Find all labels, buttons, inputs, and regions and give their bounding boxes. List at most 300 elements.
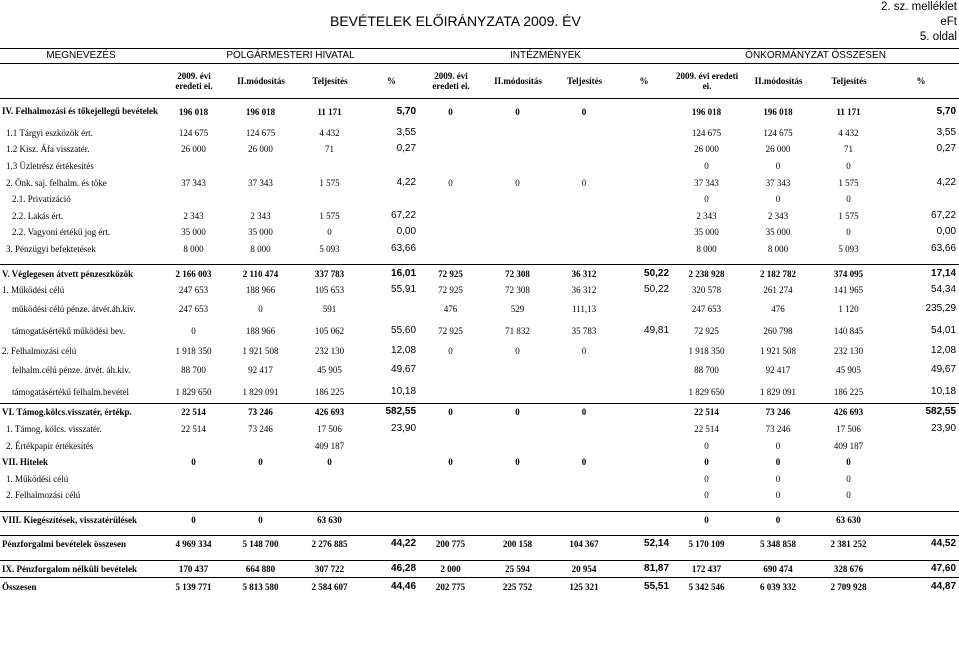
percent-cell: 0,27	[396, 143, 417, 155]
percent-cell: 50,22	[644, 284, 670, 296]
table-row	[0, 265, 959, 282]
value-cell	[815, 257, 883, 265]
value-cell: 1 921 508	[760, 345, 797, 356]
table-row	[0, 437, 959, 454]
table-row	[0, 158, 959, 175]
row-label: VII. Hitelek	[2, 457, 48, 468]
percent-cell	[883, 158, 959, 175]
percent-cell	[616, 224, 672, 241]
value-cell: 1 575	[838, 210, 859, 221]
value-cell	[226, 158, 296, 175]
value-cell: 426 693	[296, 404, 364, 421]
value-cell	[162, 437, 226, 454]
value-cell	[296, 158, 364, 175]
percent-cell: 47,60	[883, 560, 959, 578]
value-cell	[483, 191, 553, 208]
value-cell: 0	[775, 440, 781, 451]
value-cell: 5 139 771	[162, 578, 226, 595]
table-row	[0, 536, 959, 553]
value-cell	[419, 125, 483, 142]
value-cell: 1 829 650	[688, 387, 725, 398]
value-cell: 63 630	[296, 511, 364, 528]
value-cell: 320 578	[691, 285, 722, 296]
page-number: 5. oldal	[919, 31, 957, 43]
table-row	[0, 504, 959, 512]
percent-cell	[364, 454, 419, 471]
percent-cell: 0,00	[936, 226, 957, 238]
value-cell: 2 166 003	[162, 265, 226, 282]
value-cell	[672, 504, 742, 512]
value-cell: 141 965	[833, 285, 864, 296]
value-cell: 0	[846, 490, 851, 501]
value-cell	[226, 191, 296, 208]
value-cell: 374 095	[815, 265, 883, 282]
table-row	[0, 454, 959, 471]
value-cell	[815, 528, 883, 536]
value-cell	[296, 257, 364, 265]
value-cell: 11 171	[836, 106, 861, 117]
value-cell	[419, 224, 483, 241]
value-cell: 71 832	[505, 326, 530, 337]
percent-cell: 12,08	[391, 344, 417, 356]
value-cell: 196 018	[245, 106, 276, 117]
value-cell	[162, 158, 226, 175]
percent-cell: 52,14	[616, 536, 672, 553]
value-cell: 2 343	[767, 210, 789, 221]
header-total: ÖNKORMÁNYZAT ÖSSZESEN	[672, 49, 959, 64]
percent-cell	[364, 487, 419, 504]
subheader-cell: 2009. évi eredeti ei.	[162, 64, 226, 99]
percent-cell: 81,87	[616, 560, 672, 578]
value-cell: 2 343	[183, 210, 204, 221]
value-cell: 4 432	[319, 127, 340, 138]
value-cell	[553, 487, 616, 504]
value-cell: 426 693	[815, 404, 883, 421]
value-cell	[419, 528, 483, 536]
value-cell: 196 018	[178, 106, 209, 117]
table-row	[0, 125, 959, 142]
percent-cell	[364, 511, 419, 528]
percent-cell: 10,18	[931, 386, 957, 398]
percent-cell: 54,34	[931, 284, 957, 296]
percent-cell	[616, 404, 672, 421]
value-cell: 0	[581, 345, 587, 356]
value-cell	[162, 191, 226, 208]
subheader-cell: Teljesítés	[553, 64, 616, 99]
percent-cell	[364, 553, 419, 561]
percent-cell	[616, 125, 672, 142]
value-cell: 17 506	[836, 423, 861, 434]
value-cell: 0	[448, 106, 453, 117]
value-cell: 105 062	[314, 326, 345, 337]
row-label: 1.2 Kisz. Áfa visszatér.	[6, 144, 90, 155]
value-cell	[553, 528, 616, 536]
value-cell	[672, 553, 742, 561]
value-cell	[483, 487, 553, 504]
value-cell: 0	[515, 106, 520, 117]
value-cell: 1 575	[319, 177, 340, 188]
value-cell	[483, 125, 553, 142]
value-cell: 111,13	[572, 304, 597, 315]
row-label: 1. Támog. kölcs. visszatér.	[6, 423, 102, 434]
value-cell: 247 653	[178, 304, 209, 315]
value-cell: 0	[448, 457, 453, 468]
row-label: támogatásértékű felhalm.bevétel	[12, 387, 129, 398]
table-row	[0, 359, 959, 381]
value-cell	[419, 207, 483, 224]
value-cell	[483, 359, 553, 381]
value-cell: 591	[322, 304, 337, 315]
value-cell	[226, 257, 296, 265]
subheader-cell: II.módosítás	[483, 64, 553, 99]
value-cell: 105 653	[314, 285, 345, 296]
value-cell: 0	[581, 457, 587, 468]
value-cell	[483, 224, 553, 241]
percent-cell: 50,22	[616, 265, 672, 282]
percent-cell: 5,70	[936, 105, 957, 117]
value-cell	[296, 504, 364, 512]
value-cell: 0	[327, 457, 332, 468]
value-cell	[296, 470, 364, 487]
subheader-cell: II.módosítás	[226, 64, 296, 99]
value-cell	[419, 437, 483, 454]
value-cell: 0	[846, 473, 851, 484]
value-cell	[553, 207, 616, 224]
value-cell	[419, 553, 483, 561]
value-cell: 1 829 091	[242, 387, 279, 398]
percent-cell: 17,14	[883, 265, 959, 282]
value-cell	[553, 421, 616, 438]
value-cell: 5 348 858	[742, 536, 815, 553]
percent-cell	[616, 342, 672, 359]
value-cell: 0	[258, 457, 263, 468]
value-cell: 26 000	[248, 144, 273, 155]
value-cell: 0	[515, 457, 520, 468]
value-cell: 22 514	[181, 423, 206, 434]
value-cell: 1 829 091	[760, 387, 797, 398]
value-cell	[815, 504, 883, 512]
value-cell: 5 093	[838, 243, 859, 254]
value-cell	[296, 553, 364, 561]
percent-cell	[364, 504, 419, 512]
row-label: 2. Felhalmozási célú	[2, 345, 77, 356]
table-row	[0, 320, 959, 342]
value-cell: 0	[742, 511, 815, 528]
value-cell: 92 417	[765, 365, 791, 376]
value-cell: 5 813 580	[226, 578, 296, 595]
value-cell	[483, 141, 553, 158]
percent-cell: 10,18	[391, 386, 417, 398]
value-cell: 0	[258, 304, 263, 315]
value-cell: 45 905	[836, 365, 861, 376]
value-cell: 186 225	[314, 387, 345, 398]
value-cell	[419, 241, 483, 258]
value-cell: 2 182 782	[742, 265, 815, 282]
percent-cell	[616, 241, 672, 258]
table-row	[0, 174, 959, 191]
subheader-cell: Teljesítés	[296, 64, 364, 99]
value-cell	[553, 125, 616, 142]
value-cell: 72 925	[694, 326, 719, 337]
percent-cell: 44,22	[364, 536, 419, 553]
percent-cell	[616, 553, 672, 561]
row-label: 3. Pénzügyi befektetések	[6, 243, 96, 254]
value-cell	[226, 553, 296, 561]
value-cell	[419, 511, 483, 528]
percent-cell: 582,55	[883, 404, 959, 421]
percent-cell	[616, 421, 672, 438]
value-cell: 124 675	[763, 127, 793, 138]
sub-header-row	[0, 64, 959, 99]
value-cell: 37 343	[694, 177, 719, 188]
percent-cell	[616, 511, 672, 528]
value-cell	[419, 470, 483, 487]
value-cell: 20 954	[553, 560, 616, 578]
value-cell: 73 246	[742, 404, 815, 421]
value-cell	[553, 504, 616, 512]
value-cell: 0	[846, 457, 851, 468]
percent-cell	[616, 141, 672, 158]
group-header-row	[0, 49, 959, 64]
value-cell: 5 342 546	[672, 578, 742, 595]
value-cell: 2 709 928	[815, 578, 883, 595]
percent-cell: 44,52	[883, 536, 959, 553]
row-label: 1. Működési célú	[2, 285, 65, 296]
percent-cell	[616, 470, 672, 487]
value-cell: 35 000	[248, 227, 273, 238]
value-cell: 72 925	[438, 285, 463, 296]
value-cell: 11 171	[317, 106, 342, 117]
value-cell: 0	[191, 326, 196, 337]
row-label: IV. Felhalmozási és tőkejellegű bevételek	[2, 106, 159, 117]
percent-cell: 3,55	[396, 126, 417, 138]
value-cell: 140 845	[833, 326, 864, 337]
value-cell: 1 918 350	[688, 345, 725, 356]
value-cell: 37 343	[181, 177, 206, 188]
table-row	[0, 511, 959, 528]
row-label: VIII. Kiegészítések, visszatérülések	[0, 511, 162, 528]
subheader-cell: 2009. évi eredeti ei.	[672, 64, 742, 99]
percent-cell	[364, 158, 419, 175]
value-cell	[162, 553, 226, 561]
table-row	[0, 470, 959, 487]
value-cell	[553, 359, 616, 381]
subheader-cell: %	[364, 64, 419, 99]
row-label: VI. Támog.kölcs.visszatér, értékp.	[0, 404, 162, 421]
value-cell: 35 000	[181, 227, 206, 238]
value-cell: 260 798	[763, 326, 793, 337]
percent-cell: 63,66	[931, 242, 957, 254]
subheader-cell: II.módosítás	[742, 64, 815, 99]
value-cell	[553, 141, 616, 158]
value-cell: 0	[553, 404, 616, 421]
row-label: 2.2. Lakás ért.	[12, 210, 64, 221]
value-cell: 72 308	[483, 265, 553, 282]
value-cell: 225 752	[483, 578, 553, 595]
value-cell: 37 343	[765, 177, 791, 188]
table-row	[0, 207, 959, 224]
percent-cell: 3,55	[936, 126, 957, 138]
table-row	[0, 282, 959, 299]
value-cell	[553, 191, 616, 208]
percent-cell: 63,66	[391, 242, 417, 254]
table-row	[0, 421, 959, 438]
subheader-cell: %	[883, 64, 959, 99]
value-cell: 2 238 928	[672, 265, 742, 282]
percent-cell: 5,70	[396, 105, 417, 117]
row-label: 1. Működési célú	[6, 473, 69, 484]
value-cell: 0	[846, 227, 851, 238]
value-cell: 8 000	[183, 243, 204, 254]
percent-cell	[364, 528, 419, 536]
percent-cell	[616, 487, 672, 504]
value-cell	[419, 359, 483, 381]
value-cell: 690 474	[742, 560, 815, 578]
percent-cell: 55,51	[616, 578, 672, 595]
percent-cell: 235,29	[925, 303, 957, 315]
table-row	[0, 141, 959, 158]
value-cell	[419, 158, 483, 175]
value-cell: 200 775	[419, 536, 483, 553]
percent-cell: 12,08	[931, 344, 957, 356]
value-cell	[553, 553, 616, 561]
value-cell: 0	[704, 440, 709, 451]
value-cell: 0	[448, 177, 453, 188]
header-institutions: INTÉZMÉNYEK	[419, 49, 672, 64]
value-cell: 125 321	[553, 578, 616, 595]
value-cell: 0	[704, 457, 709, 468]
value-cell	[553, 257, 616, 265]
annex-number: 2. sz. melléklet	[880, 1, 957, 13]
value-cell	[296, 528, 364, 536]
percent-cell	[364, 470, 419, 487]
percent-cell	[883, 504, 959, 512]
row-label: 2. Felhalmozási célú	[6, 490, 81, 501]
value-cell	[742, 553, 815, 561]
percent-cell	[883, 511, 959, 528]
value-cell: 202 775	[419, 578, 483, 595]
value-cell: 22 514	[672, 404, 742, 421]
value-cell: 0	[162, 511, 226, 528]
value-cell: 72 308	[505, 285, 530, 296]
value-cell: 0	[775, 457, 781, 468]
value-cell	[226, 437, 296, 454]
row-label: Összesen	[0, 578, 162, 595]
value-cell: 104 367	[553, 536, 616, 553]
percent-cell	[883, 191, 959, 208]
value-cell: 2 276 885	[296, 536, 364, 553]
table-row	[0, 241, 959, 258]
table-row	[0, 560, 959, 578]
value-cell: 8 000	[767, 243, 789, 254]
table-row	[0, 224, 959, 241]
row-label: 1.3 Üzletrész értékesítés	[6, 160, 94, 171]
value-cell: 0	[775, 160, 781, 171]
row-label	[0, 528, 162, 536]
value-cell	[672, 257, 742, 265]
value-cell: 196 018	[691, 106, 722, 117]
percent-cell: 23,90	[931, 422, 957, 434]
value-cell: 35 783	[571, 326, 597, 337]
percent-cell: 46,28	[364, 560, 419, 578]
value-cell	[483, 511, 553, 528]
value-cell	[162, 470, 226, 487]
value-cell	[483, 257, 553, 265]
value-cell	[742, 257, 815, 265]
subheader-cell: 2009. évi eredeti ei.	[419, 64, 483, 99]
value-cell: 4 432	[838, 127, 859, 138]
table-row	[0, 404, 959, 421]
percent-cell	[616, 454, 672, 471]
value-cell: 2 000	[419, 560, 483, 578]
value-cell	[483, 437, 553, 454]
row-label: 2.2. Vagyoni értékű jog ért.	[12, 227, 111, 238]
value-cell	[672, 528, 742, 536]
value-cell: 88 700	[181, 365, 206, 376]
percent-cell	[883, 257, 959, 265]
row-label	[0, 553, 162, 561]
value-cell	[419, 141, 483, 158]
table-row	[0, 298, 959, 320]
value-cell	[162, 504, 226, 512]
percent-cell	[616, 381, 672, 404]
value-cell: 5 093	[319, 243, 340, 254]
row-label: IX. Pénzforgalom nélküli bevételek	[0, 560, 162, 578]
percent-cell: 49,81	[644, 325, 670, 337]
percent-cell	[883, 470, 959, 487]
value-cell: 1 575	[319, 210, 340, 221]
value-cell: 25 594	[483, 560, 553, 578]
value-cell: 8 000	[696, 243, 717, 254]
value-cell: 0	[581, 106, 587, 117]
header-mayor-office: POLGÁRMESTERI HIVATAL	[162, 49, 419, 64]
value-cell	[742, 528, 815, 536]
value-cell: 71	[844, 144, 854, 155]
value-cell: 71	[325, 144, 334, 155]
value-cell: 63 630	[815, 511, 883, 528]
value-cell: 172 437	[672, 560, 742, 578]
page-title: BEVÉTELEK ELŐIRÁNYZATA 2009. ÉV	[330, 13, 581, 29]
value-cell: 35 000	[765, 227, 791, 238]
value-cell: 37 343	[248, 177, 273, 188]
percent-cell: 44,46	[364, 578, 419, 595]
value-cell: 22 514	[694, 423, 719, 434]
percent-cell: 55,91	[391, 284, 417, 296]
value-cell	[483, 528, 553, 536]
value-cell: 188 966	[245, 326, 276, 337]
percent-cell	[883, 454, 959, 471]
value-cell: 0	[846, 160, 851, 171]
value-cell: 170 437	[162, 560, 226, 578]
value-cell: 664 880	[226, 560, 296, 578]
table-row	[0, 553, 959, 561]
row-label: felhalm.célú pénze. átvét. áh.kív.	[12, 365, 131, 376]
value-cell: 36 312	[571, 285, 597, 296]
value-cell: 247 653	[178, 285, 209, 296]
value-cell	[483, 381, 553, 404]
percent-cell	[364, 257, 419, 265]
percent-cell	[883, 487, 959, 504]
value-cell: 1 575	[838, 177, 859, 188]
value-cell: 247 653	[691, 304, 722, 315]
value-cell	[419, 381, 483, 404]
header-name: MEGNEVEZÉS	[0, 49, 162, 64]
percent-cell: 67,22	[391, 209, 417, 221]
revenue-table	[0, 48, 959, 595]
value-cell	[553, 437, 616, 454]
value-cell	[226, 487, 296, 504]
unit-label: eFt	[940, 16, 957, 28]
